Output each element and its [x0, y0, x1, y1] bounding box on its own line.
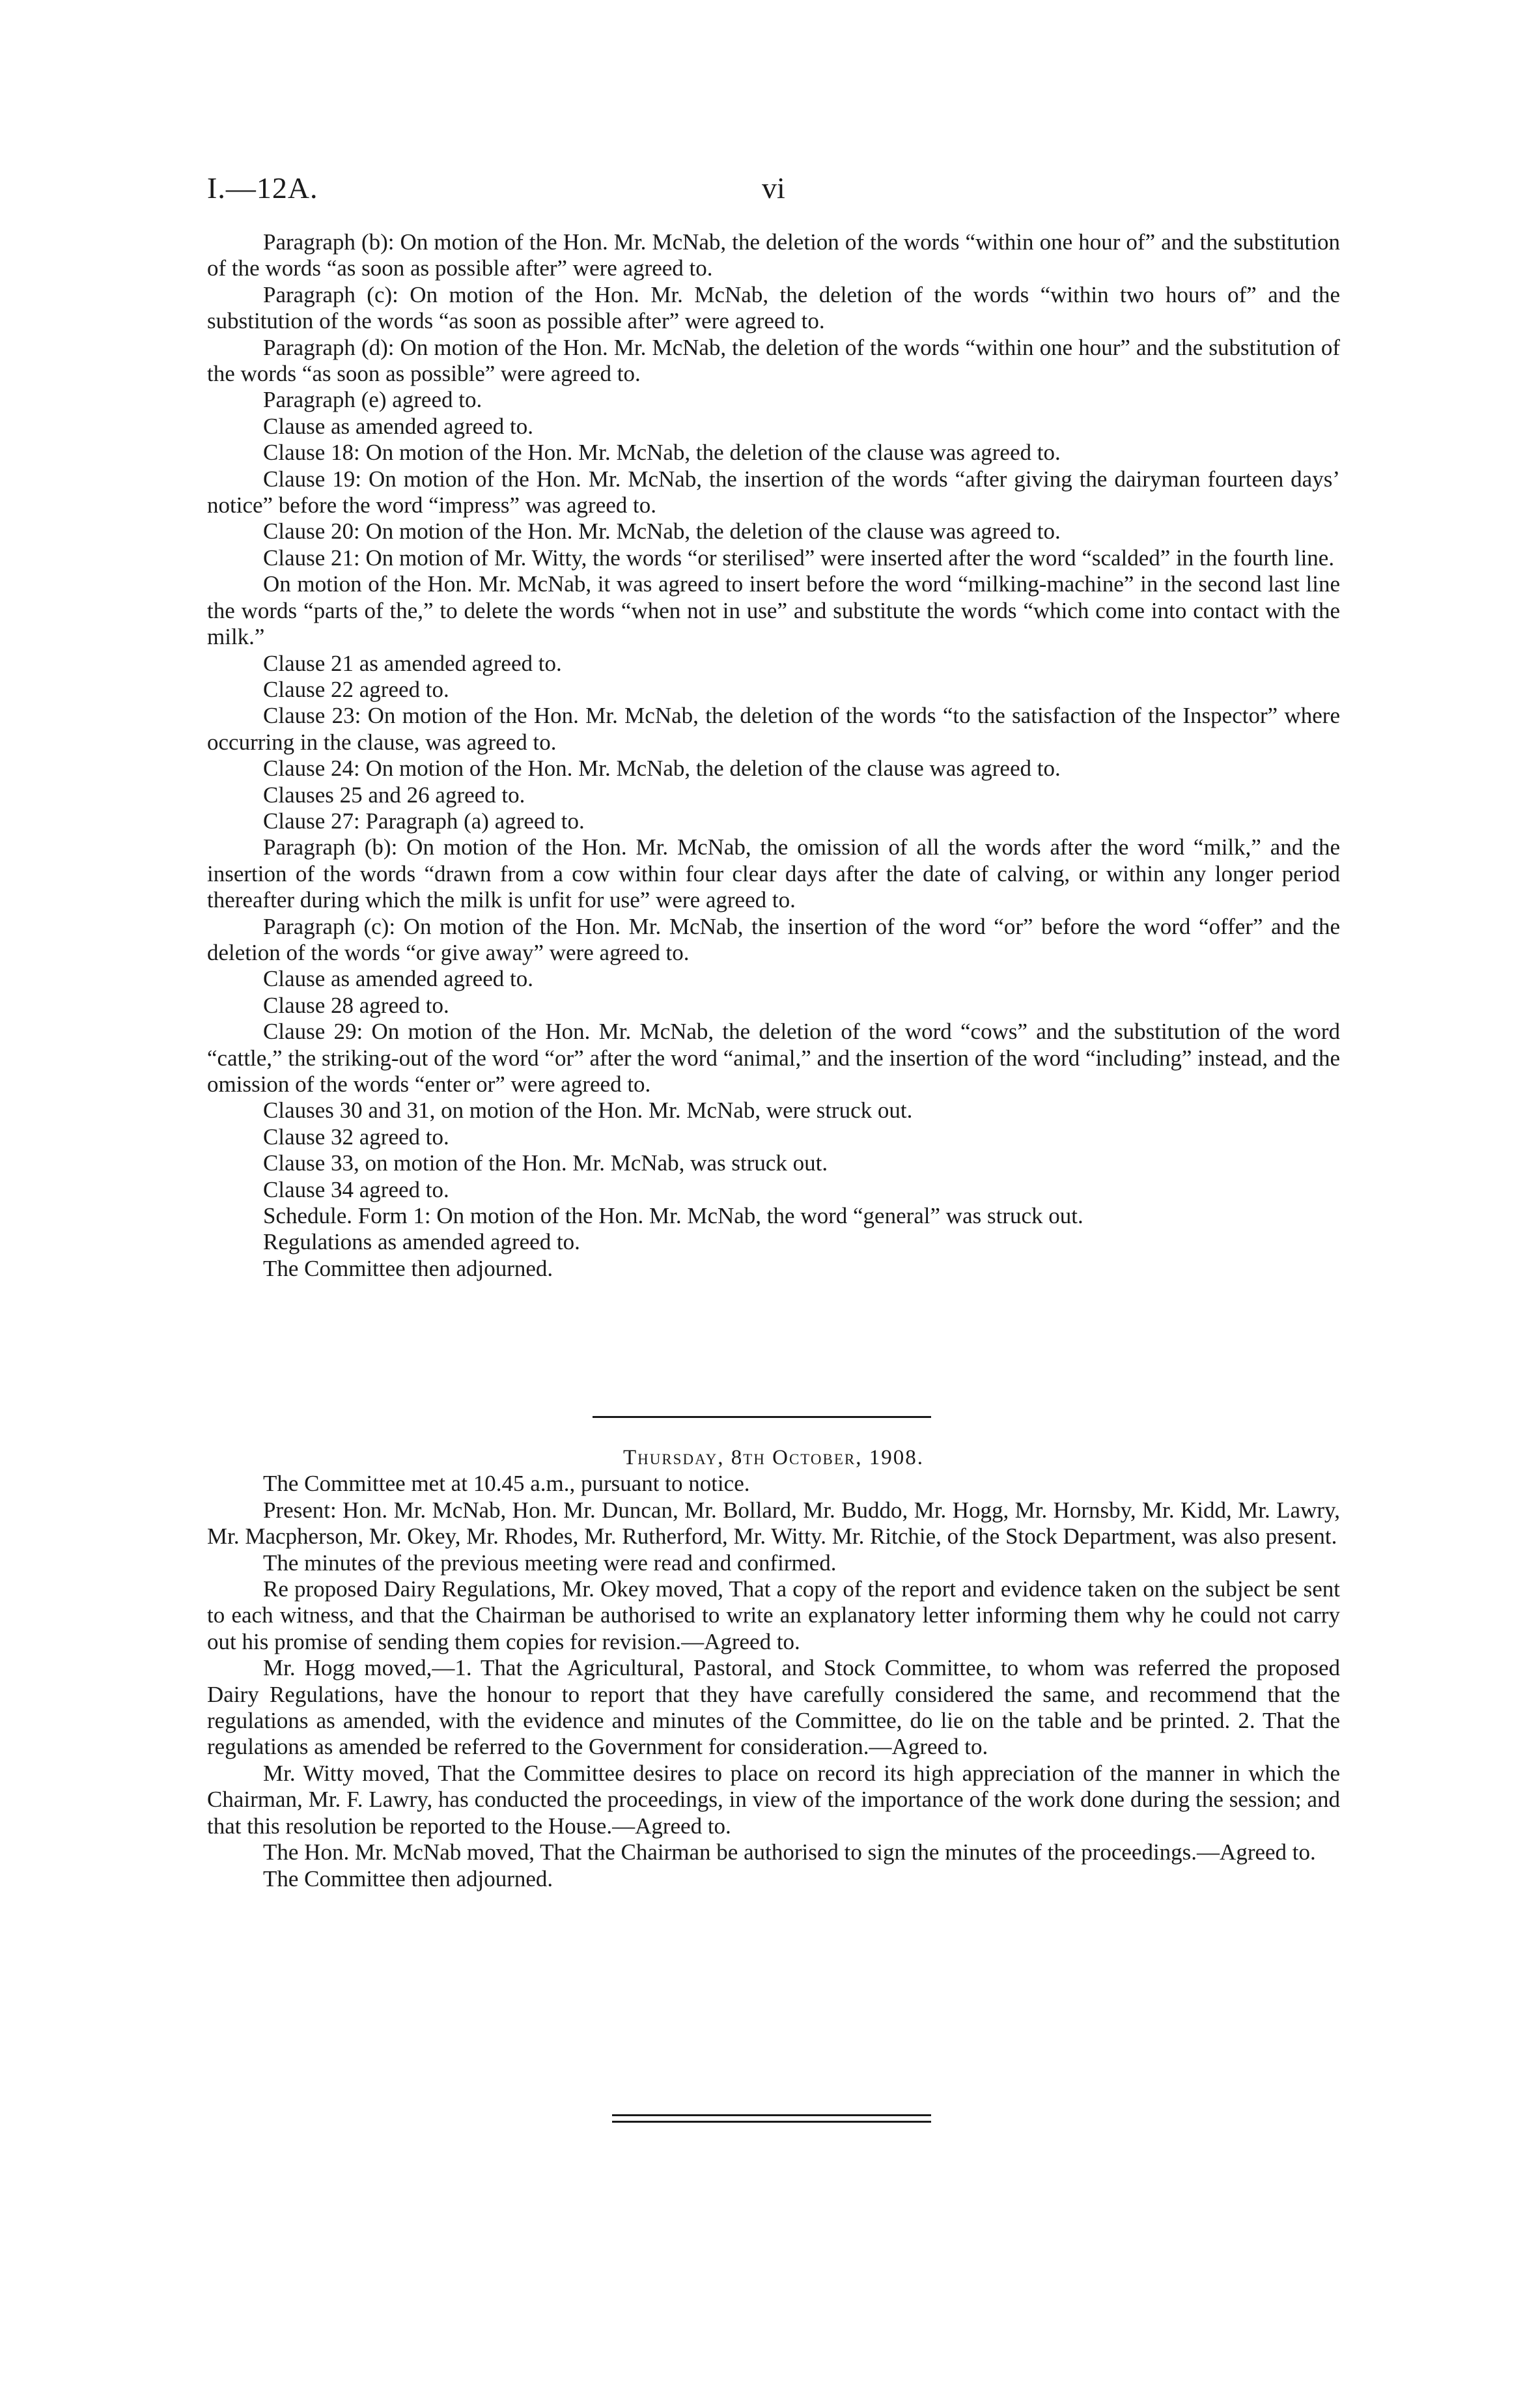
minutes-paragraph: Mr. Witty moved, That the Committee desires to place on record its high appreciation of the manner in which the Chairman, Mr. F. Lawry, has conducted the proceedings, in view of the importance of the work done during the session; and that this resolution be reported to the House.—Agreed to.: [207, 1760, 1340, 1839]
section-divider: [593, 1416, 931, 1418]
minutes-paragraph: Clause 28 agreed to.: [263, 992, 449, 1018]
minutes-paragraph: Clause 32 agreed to.: [263, 1124, 449, 1150]
minutes-paragraph: Clause 21 as amended agreed to.: [263, 650, 562, 676]
page-number: vi: [762, 171, 785, 205]
minutes-paragraph: Paragraph (e) agreed to.: [263, 387, 482, 413]
minutes-paragraph: Regulations as amended agreed to.: [263, 1229, 580, 1255]
minutes-paragraph: Paragraph (c): On motion of the Hon. Mr. McNab, the deletion of the words “within two hours of” and the substitution of the words “as soon as possible after” were agreed to.: [207, 281, 1340, 334]
minutes-paragraph: Paragraph (b): On motion of the Hon. Mr. McNab, the omission of all the words after the word “milk,” and the insertion of the words “drawn from a cow within four clear days after the date of calving, or within any longer period thereafter during which the milk is unfit for use” were agreed to.: [207, 834, 1340, 913]
minutes-paragraph: The Committee met at 10.45 a.m., pursuant to notice.: [263, 1471, 750, 1497]
minutes-paragraph: Clause as amended agreed to.: [263, 413, 533, 439]
minutes-paragraph: Clause 27: Paragraph (a) agreed to.: [263, 808, 585, 834]
minutes-paragraph: Clause 23: On motion of the Hon. Mr. McNab, the deletion of the words “to the satisfaction of the Inspector” where occurring in the clause, was agreed to.: [207, 703, 1340, 755]
minutes-paragraph: Clause 34 agreed to.: [263, 1176, 449, 1202]
end-double-rule-bottom: [612, 2121, 931, 2123]
minutes-paragraph: Clauses 30 and 31, on motion of the Hon. Mr. McNab, were struck out.: [263, 1098, 913, 1124]
minutes-paragraph: Clause 18: On motion of the Hon. Mr. McNab, the deletion of the clause was agreed to.: [263, 440, 1061, 466]
minutes-paragraph: The Hon. Mr. McNab moved, That the Chairman be authorised to sign the minutes of the proceedings.—Agreed to.: [263, 1839, 1316, 1865]
minutes-paragraph: Clause 33, on motion of the Hon. Mr. McNab, was struck out.: [263, 1150, 828, 1176]
minutes-paragraph: Mr. Hogg moved,—1. That the Agricultural, Pastoral, and Stock Committee, to whom was referred the proposed Dairy Regulations, have the honour to report that they have carefully considered the same, and recommend that the regulations as amended, with the evidence and minutes of the Committee, do lie on the table and be printed. 2. That the regulations as amended be referred to the Government for consideration.—Agreed to.: [207, 1655, 1340, 1760]
minutes-paragraph: Paragraph (b): On motion of the Hon. Mr. McNab, the deletion of the words “within one hour of” and the substitution of the words “as soon as possible after” were agreed to.: [207, 229, 1340, 281]
minutes-paragraph: On motion of the Hon. Mr. McNab, it was agreed to insert before the word “milking-machine” in the second last line the words “parts of the,” to delete the words “when not in use” and substitute the words “which come into contact with the milk.”: [207, 571, 1340, 650]
minutes-paragraph: Paragraph (d): On motion of the Hon. Mr. McNab, the deletion of the words “within one hour” and the substitution of the words “as soon as possible” were agreed to.: [207, 334, 1340, 387]
minutes-paragraph: Clause as amended agreed to.: [263, 966, 533, 992]
minutes-paragraph: Clause 22 agreed to.: [263, 676, 449, 702]
meeting-date-heading: Thursday, 8th October, 1908.: [622, 1446, 925, 1469]
minutes-section-meeting: [207, 1445, 1340, 1892]
minutes-paragraph: Paragraph (c): On motion of the Hon. Mr. McNab, the insertion of the word “or” before the word “offer” and the deletion of the words “or give away” were agreed to.: [207, 913, 1340, 965]
end-double-rule-top: [612, 2114, 931, 2116]
document-reference: I.—12A.: [207, 171, 318, 205]
minutes-paragraph: The minutes of the previous meeting were read and confirmed.: [263, 1550, 837, 1576]
minutes-section-clauses: [207, 229, 1340, 1282]
minutes-paragraph: Clause 20: On motion of the Hon. Mr. McNab, the deletion of the clause was agreed to.: [263, 518, 1061, 545]
minutes-paragraph: Clause 29: On motion of the Hon. Mr. McNab, the deletion of the word “cows” and the substitution of the word “cattle,” the striking-out of the word “or” after the word “animal,” and the insertion of the word “including” instead, and the omission of the words “enter or” were agreed to.: [207, 1019, 1340, 1097]
minutes-paragraph: Clauses 25 and 26 agreed to.: [263, 782, 525, 808]
minutes-paragraph: Re proposed Dairy Regulations, Mr. Okey moved, That a copy of the report and evidence taken on the subject be sent to each witness, and that the Chairman be authorised to write an explanatory letter informing them why he could not carry out his promise of sending them copies for revision.—Agreed to.: [207, 1576, 1340, 1654]
minutes-paragraph: Clause 21: On motion of Mr. Witty, the words “or sterilised” were inserted after the word “scalded” in the fourth line.: [263, 545, 1335, 571]
minutes-paragraph: The Committee then adjourned.: [263, 1865, 553, 1891]
minutes-paragraph: Clause 19: On motion of the Hon. Mr. McNab, the insertion of the words “after giving the dairyman fourteen days’ notice” before the word “impress” was agreed to.: [207, 466, 1340, 518]
minutes-paragraph: The Committee then adjourned.: [263, 1255, 553, 1281]
minutes-paragraph: Clause 24: On motion of the Hon. Mr. McNab, the deletion of the clause was agreed to.: [263, 756, 1061, 782]
minutes-paragraph: Schedule. Form 1: On motion of the Hon. Mr. McNab, the word “general” was struck out.: [263, 1203, 1083, 1229]
minutes-paragraph: Present: Hon. Mr. McNab, Hon. Mr. Duncan, Mr. Bollard, Mr. Buddo, Mr. Hogg, Mr. Hornsby, Mr. Kidd, Mr. Lawry, Mr. Macpherson, Mr. Okey, Mr. Rhodes, Mr. Rutherford, Mr. Witty. Mr. Ritchie, of the Stock Department, was also present.: [207, 1497, 1340, 1550]
